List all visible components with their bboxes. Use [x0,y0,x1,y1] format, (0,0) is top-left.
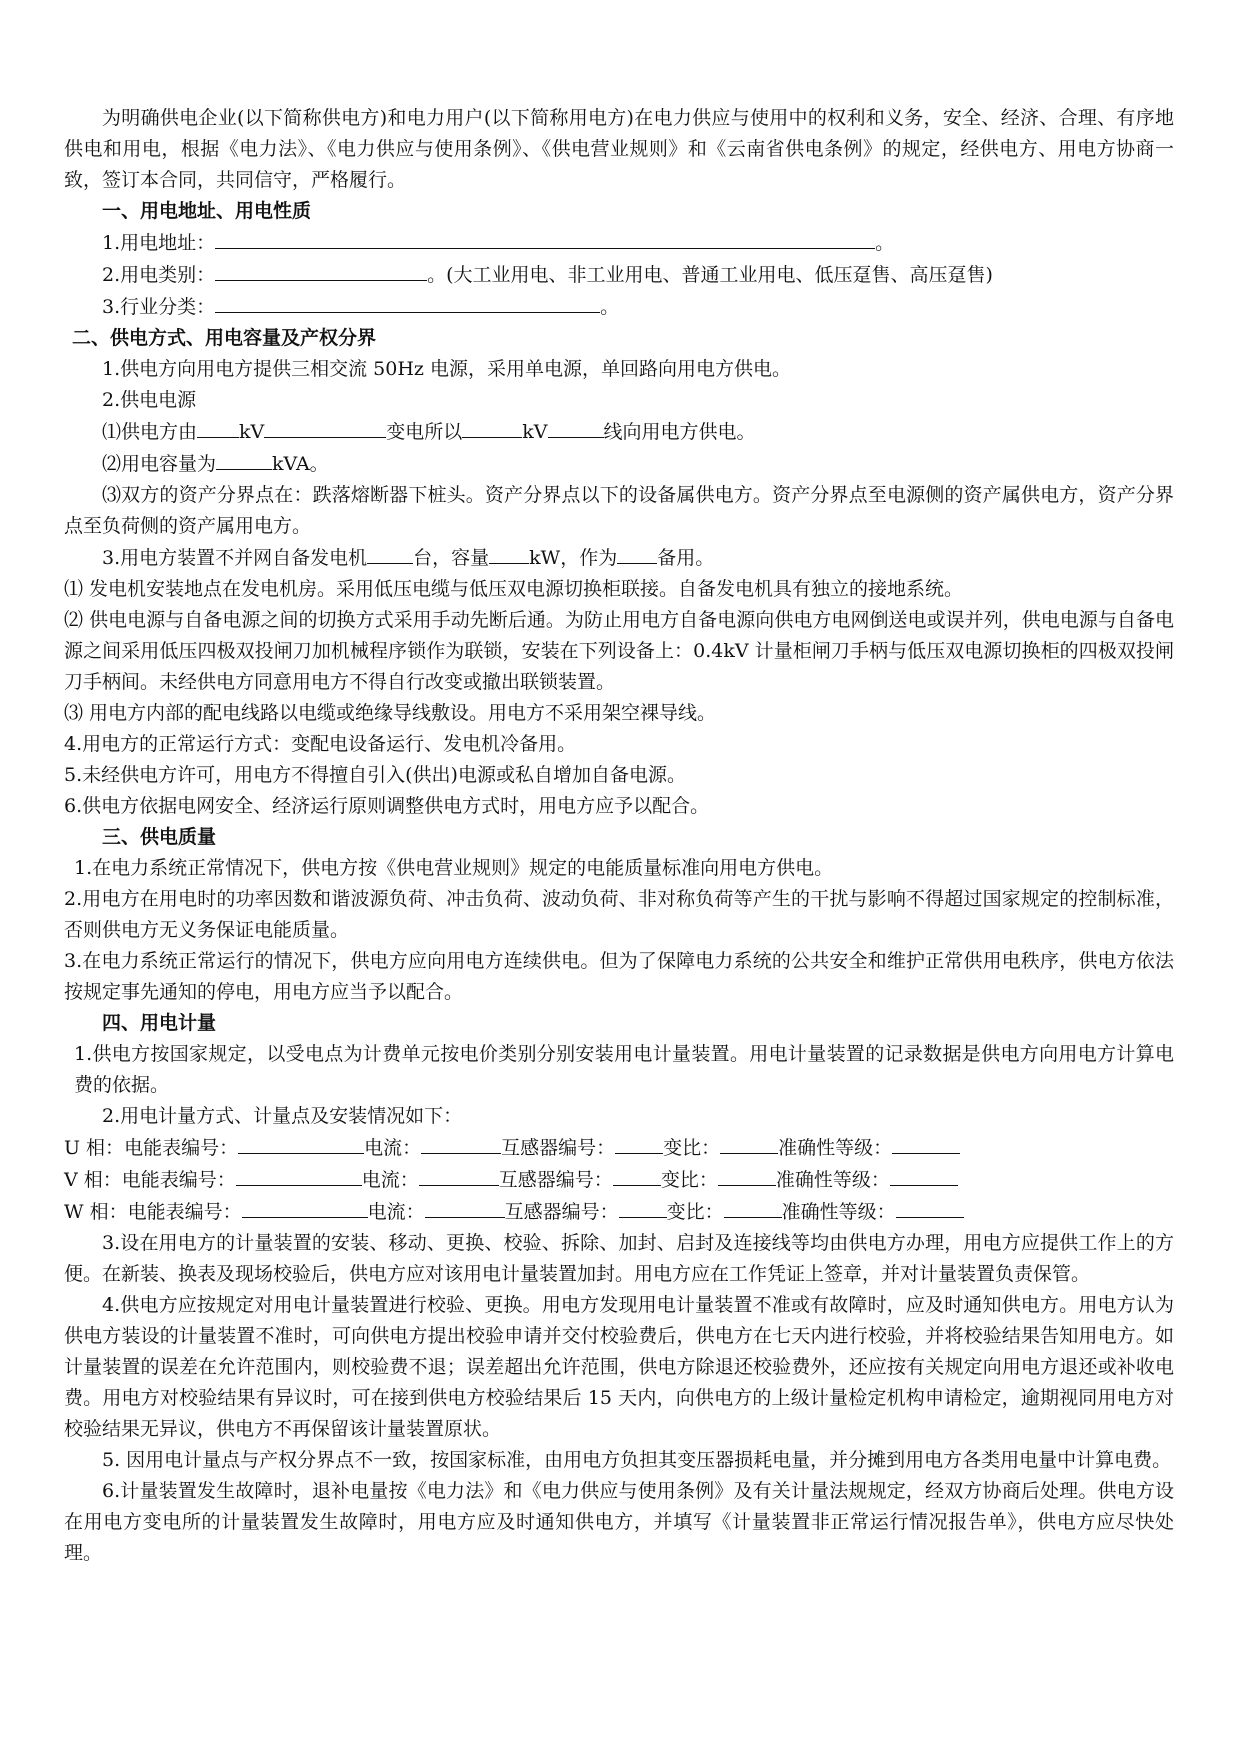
meter-phase: V 相： [64,1169,122,1191]
meter-no-label: 电能表编号： [121,1169,236,1191]
accuracy-blank[interactable] [896,1196,964,1218]
section-1-heading: 一、用电地址、用电性质 [102,200,312,222]
ct-no-blank[interactable] [613,1164,661,1186]
gen-text-b: 台，容量 [413,547,490,569]
address-blank[interactable] [215,227,875,249]
meter-no-label: 电能表编号： [127,1201,242,1223]
ratio-label: 变比： [666,1201,724,1223]
generator-line [64,542,1174,574]
src-text-e: 线向用电方供电。 [603,421,756,443]
current-blank[interactable] [419,1164,499,1186]
meter-table [64,1132,1174,1228]
category-blank[interactable] [215,259,427,281]
s4-p5: 5. 因用电计量点与产权分界点不一致，按国家标准，由用电方负担其变压器损耗电量，并分摊到用电方各类用电量中计算电费。 [102,1449,1172,1471]
s2-p2: 2.供电电源 [102,389,197,411]
gen-text-d: 备用。 [657,547,715,569]
s2-g1: ⑴ 发电机安装地点在发电机房。采用低压电缆与低压双电源切换柜联接。自备发电机具有独立的接地系统。 [64,578,964,600]
src-text-c: 变电所以 [386,421,463,443]
s2-p3: ⑶双方的资产分界点在：跌落熔断器下桩头。资产分界点以下的设备属供电方。资产分界点至电源侧的资产属供电方，资产分界点至负荷侧的资产属用电方。 [64,484,1174,537]
contract-document [64,103,1174,1569]
ratio-blank[interactable] [720,1132,778,1154]
industry-label: 3.行业分类： [102,296,216,318]
capacity-line [64,448,1174,480]
src-text-a: ⑴供电方由 [102,421,198,443]
cap-text-b: kVA。 [272,453,329,475]
current-label: 电流： [364,1137,422,1159]
category-line [64,259,1174,291]
address-line [64,227,1174,259]
s3-p2: 2.用电方在用电时的功率因数和谐波源负荷、冲击负荷、波动负荷、非对称负荷等产生的干扰与影响不得超过国家规定的控制标准，否则供电方无义务保证电能质量。 [64,888,1174,941]
src-text-d: kV [522,421,548,443]
s4-p3: 3.设在用电方的计量装置的安装、移动、更换、校验、拆除、加封、启封及连接线等均由供电方办理，用电方应提供工作上的方便。在新装、换表及现场校验后，供电方应对该用电计量装置加封。用电方应在工作凭证上签章，并对计量装置负责保管。 [64,1232,1174,1285]
ct-no-blank[interactable] [619,1196,667,1218]
ratio-label: 变比： [663,1137,721,1159]
ratio-label: 变比： [660,1169,718,1191]
current-blank[interactable] [421,1132,501,1154]
src-kv-blank-2[interactable] [462,416,522,438]
line-blank[interactable] [548,416,604,438]
meter-row-u [64,1132,1174,1164]
ct-no-label: 互感器编号： [504,1201,619,1223]
gen-text-c: kW，作为 [529,547,618,569]
accuracy-label: 准确性等级： [778,1137,893,1159]
ratio-blank[interactable] [718,1164,776,1186]
category-note: 。(大工业用电、非工业用电、普通工业用电、低压趸售、高压趸售) [427,264,993,286]
src-text-b: kV [239,421,265,443]
address-label: 1.用电地址： [102,232,216,254]
cap-text-a: ⑵用电容量为 [102,453,217,475]
meter-phase: W 相： [64,1201,128,1223]
accuracy-label: 准确性等级： [775,1169,890,1191]
capacity-blank[interactable] [216,448,272,470]
gen-capacity-blank[interactable] [489,542,529,564]
s3-p1: 1.在电力系统正常情况下，供电方按《供电营业规则》规定的电能质量标准向用电方供电。 [74,857,834,879]
industry-line [64,291,1174,323]
s2-p1: 1.供电方向用电方提供三相交流 50Hz 电源，采用单电源，单回路向用电方供电。 [102,358,791,380]
ct-no-label: 互感器编号： [501,1137,616,1159]
src-kv-blank-1[interactable] [197,416,239,438]
meter-row-v [64,1164,1174,1196]
s3-p3: 3.在电力系统正常运行的情况下，供电方应向用电方连续供电。但为了保障电力系统的公共安全和维护正常供用电秩序，供电方依法按规定事先通知的停电，用电方应当予以配合。 [64,950,1174,1003]
section-4-heading: 四、用电计量 [102,1012,217,1034]
s2-g2: ⑵ 供电电源与自备电源之间的切换方式采用手动先断后通。为防止用电方自备电源向供电方电网倒送电或误并列，供电电源与自备电源之间采用低压四极双投闸刀加机械程序锁作为联锁，安装在下列设备上：0.4kV 计量柜闸刀手柄与低压双电源切换柜的四极双投闸刀手柄间。未经供电方同意用电方不得自行改变或撤出联锁装置。 [64,609,1174,693]
supply-source-line [64,416,1174,448]
s2-p4: 4.用电方的正常运行方式：变配电设备运行、发电机冷备用。 [64,733,577,755]
meter-no-label: 电能表编号： [124,1137,239,1159]
section-2-heading: 二、供电方式、用电容量及产权分界 [72,327,377,349]
meter-no-blank[interactable] [236,1164,362,1186]
meter-no-blank[interactable] [242,1196,368,1218]
address-end: 。 [875,232,895,254]
ratio-blank[interactable] [724,1196,782,1218]
s2-g3: ⑶ 用电方内部的配电线路以电缆或绝缘导线敷设。用电方不采用架空裸导线。 [64,702,717,724]
meter-phase: U 相： [64,1137,125,1159]
accuracy-blank[interactable] [890,1164,958,1186]
s4-p6: 6.计量装置发生故障时，退补电量按《电力法》和《电力供应与使用条例》及有关计量法规规定，经双方协商后处理。供电方设在用电方变电所的计量装置发生故障时，用电方应及时通知供电方，并填写《计量装置非正常运行情况报告单》，供电方应尽快处理。 [64,1480,1174,1564]
substation-blank[interactable] [264,416,386,438]
industry-blank[interactable] [215,291,600,313]
meter-row-w [64,1196,1174,1228]
accuracy-label: 准确性等级： [781,1201,896,1223]
gen-count-blank[interactable] [367,542,413,564]
current-blank[interactable] [425,1196,505,1218]
current-label: 电流： [367,1201,425,1223]
ct-no-label: 互感器编号： [498,1169,613,1191]
ct-no-blank[interactable] [615,1132,663,1154]
s4-p4: 4.供电方应按规定对用电计量装置进行校验、更换。用电方发现用电计量装置不准或有故障时，应及时通知供电方。用电方认为供电方装设的计量装置不准时，可向供电方提出校验申请并交付校验费后，供电方在七天内进行校验，并将校验结果告知用电方。如计量装置的误差在允许范围内，则校验费不退；误差超出允许范围，供电方除退还校验费外，还应按有关规定向用电方退还或补收电费。用电方对校验结果有异议时，可在接到供电方校验结果后 15 天内，向供电方的上级计量检定机构申请检定，逾期视同用电方对校验结果无异议，供电方不再保留该计量装置原状。 [64,1294,1174,1440]
meter-no-blank[interactable] [238,1132,364,1154]
s4-p1: 1.供电方按国家规定，以受电点为计费单元按电价类别分别安装用电计量装置。用电计量装置的记录数据是供电方向用电方计算电费的依据。 [74,1043,1174,1096]
accuracy-blank[interactable] [892,1132,960,1154]
gen-text-a: 3.用电方装置不并网自备发电机 [102,547,368,569]
gen-purpose-blank[interactable] [617,542,657,564]
industry-end: 。 [600,296,620,318]
current-label: 电流： [361,1169,419,1191]
s2-p6: 6.供电方依据电网安全、经济运行原则调整供电方式时，用电方应予以配合。 [64,795,710,817]
s2-p5: 5.未经供电方许可，用电方不得擅自引入(供出)电源或私自增加自备电源。 [64,764,686,786]
category-label: 2.用电类别： [102,264,216,286]
s4-p2: 2.用电计量方式、计量点及安装情况如下： [102,1105,463,1127]
intro-paragraph: 为明确供电企业(以下简称供电方)和电力用户(以下简称用电方)在电力供应与使用中的权利和义务，安全、经济、合理、有序地供电和用电，根据《电力法》、《电力供应与使用条例》、《供电营业规则》和《云南省供电条例》的规定，经供电方、用电方协商一致，签订本合同，共同信守，严格履行。 [64,107,1174,191]
section-3-heading: 三、供电质量 [102,826,217,848]
